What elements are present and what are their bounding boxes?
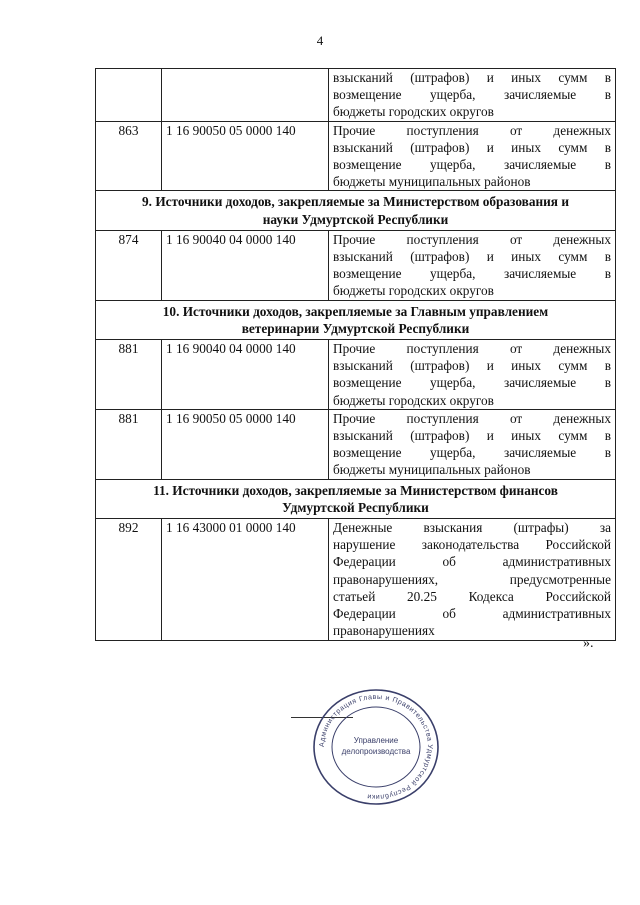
budget-class-code-cell: 1 16 90040 04 0000 140: [162, 230, 329, 300]
description-line: возмещение ущерба, зачисляемые в: [333, 375, 611, 391]
admin-code-cell: 874: [96, 230, 162, 300]
section-heading-line: ветеринарии Удмуртской Республики: [241, 320, 470, 336]
budget-class-code-cell: 1 16 90050 05 0000 140: [162, 121, 329, 191]
revenue-description-cell: [329, 340, 616, 410]
description-line: Прочие поступления от денежных: [333, 122, 611, 138]
page-number: 4: [316, 33, 324, 48]
revenue-sources-table: [95, 68, 616, 641]
description-line: взысканий (штрафов) и иных сумм в: [333, 139, 611, 155]
description-line: Денежные взыскания (штрафы) за: [333, 520, 611, 536]
stamp-center-line1: Управление: [353, 736, 399, 745]
admin-code-cell: 863: [96, 121, 162, 191]
section-heading-line: 9. Источники доходов, закрепляемые за Министерством образования и: [142, 194, 569, 210]
description-line: статьей 20.25 Кодекса Российской: [333, 588, 611, 604]
section-heading-row: [96, 479, 616, 518]
description-line: Прочие поступления от денежных: [333, 341, 611, 357]
section-heading: [96, 479, 616, 518]
description-line: Федерации об административных: [333, 554, 611, 570]
budget-class-code-cell: [162, 69, 329, 122]
description-line: бюджеты муниципальных районов: [333, 462, 531, 478]
description-line: возмещение ущерба, зачисляемые в: [333, 157, 611, 173]
section-heading-line: 10. Источники доходов, закрепляемые за Главным управлением: [162, 303, 549, 319]
section-heading-row: [96, 300, 616, 339]
description-line: взысканий (штрафов) и иных сумм в: [333, 70, 611, 85]
section-heading-line: 11. Источники доходов, закрепляемые за Министерством финансов: [153, 482, 558, 498]
section-heading-line: Удмуртской Республики: [282, 499, 429, 515]
revenue-description-cell: [329, 409, 616, 479]
table-row: [96, 121, 616, 191]
stamp-ring-text: Администрация Главы и Правительства Удмуртской Республики: [318, 693, 434, 801]
revenue-description-cell: [329, 230, 616, 300]
table-row: [96, 340, 616, 410]
revenue-description-cell: [329, 519, 616, 640]
admin-code-cell: 892: [96, 519, 162, 640]
table-row: [96, 409, 616, 479]
table-row: [96, 519, 616, 640]
stamp-center-line2: делопроизводства: [341, 747, 411, 756]
description-line: нарушение законодательства Российской: [333, 537, 611, 553]
budget-class-code-cell: 1 16 90040 04 0000 140: [162, 340, 329, 410]
official-stamp: [311, 688, 441, 806]
section-heading-line: науки Удмуртской Республики: [262, 211, 449, 227]
description-line: возмещение ущерба, зачисляемые в: [333, 445, 611, 461]
table-row: [96, 230, 616, 300]
section-heading: [96, 191, 616, 230]
description-line: взысканий (штрафов) и иных сумм в: [333, 358, 611, 374]
description-line: взысканий (штрафов) и иных сумм в: [333, 249, 611, 265]
description-line: бюджеты муниципальных районов: [333, 174, 531, 190]
revenue-description-cell: [329, 69, 616, 122]
admin-code-cell: 881: [96, 409, 162, 479]
budget-class-code-cell: 1 16 43000 01 0000 140: [162, 519, 329, 640]
revenue-description-cell: [329, 121, 616, 191]
section-heading-row: [96, 191, 616, 230]
description-line: бюджеты городских округов: [333, 283, 494, 299]
description-line: Федерации об административных: [333, 606, 611, 622]
description-line: правонарушениях, предусмотренные: [333, 571, 611, 587]
section-heading: [96, 300, 616, 339]
budget-class-code-cell: 1 16 90050 05 0000 140: [162, 409, 329, 479]
description-line: возмещение ущерба, зачисляемые в: [333, 87, 611, 103]
description-line: бюджеты городских округов: [333, 104, 494, 120]
description-line: Прочие поступления от денежных: [333, 410, 611, 426]
description-line: бюджеты городских округов: [333, 392, 494, 408]
description-line: Прочие поступления от денежных: [333, 231, 611, 247]
description-line: взысканий (штрафов) и иных сумм в: [333, 428, 611, 444]
closing-quote: ».: [583, 636, 594, 651]
admin-code-cell: 881: [96, 340, 162, 410]
table-row: [96, 69, 616, 122]
description-line: правонарушениях: [333, 623, 435, 639]
admin-code-cell: [96, 69, 162, 122]
description-line: возмещение ущерба, зачисляемые в: [333, 266, 611, 282]
